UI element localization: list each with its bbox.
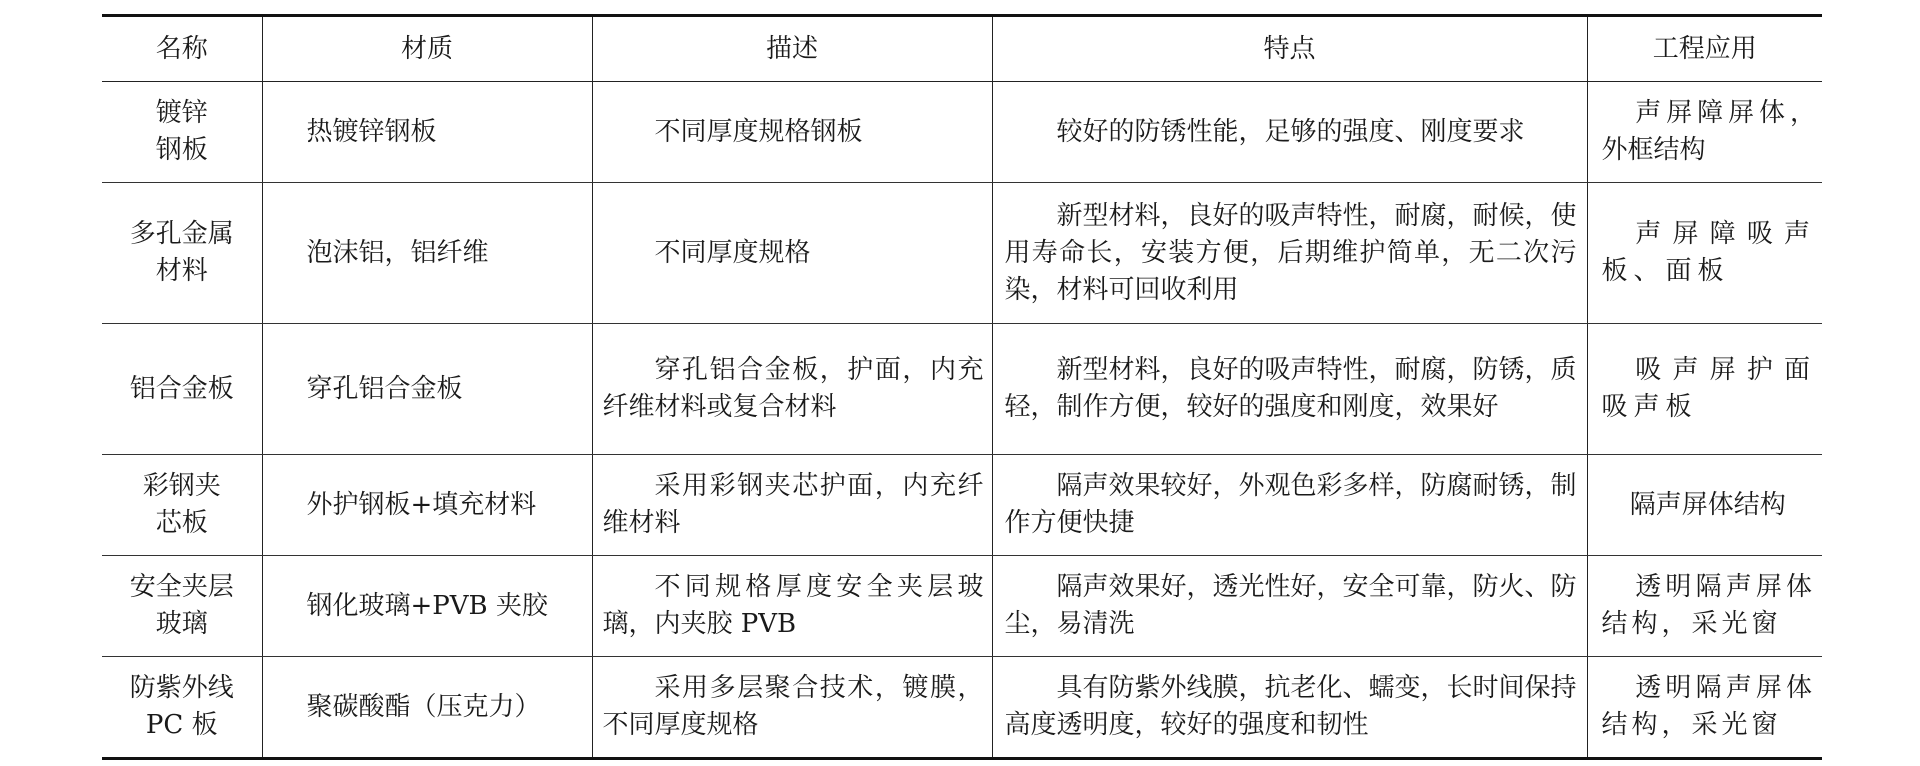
table-row <box>102 455 1822 556</box>
cell-features: 新型材料，良好的吸声特性，耐腐，防锈，质轻，制作方便，较好的强度和刚度，效果好 <box>992 324 1587 455</box>
table-row <box>102 556 1822 657</box>
header-application: 工程应用 <box>1587 16 1822 82</box>
cell-description: 采用彩钢夹芯护面，内充纤维材料 <box>592 455 992 556</box>
materials-table-container <box>102 14 1822 760</box>
cell-application: 透明隔声屏体结构，采光窗 <box>1587 556 1822 657</box>
cell-application: 声屏障屏体，外框结构 <box>1587 82 1822 183</box>
materials-table <box>102 14 1822 760</box>
header-features: 特点 <box>992 16 1587 82</box>
cell-name: 防紫外线PC 板 <box>102 657 262 759</box>
cell-material: 钢化玻璃+PVB 夹胶 <box>262 556 592 657</box>
cell-name: 多孔金属材料 <box>102 183 262 324</box>
table-header-row <box>102 16 1822 82</box>
cell-features: 具有防紫外线膜，抗老化、蠕变，长时间保持高度透明度，较好的强度和韧性 <box>992 657 1587 759</box>
cell-name: 铝合金板 <box>102 324 262 455</box>
cell-application: 透明隔声屏体结构，采光窗 <box>1587 657 1822 759</box>
cell-application: 隔声屏体结构 <box>1587 455 1822 556</box>
cell-features: 隔声效果较好，外观色彩多样，防腐耐锈，制作方便快捷 <box>992 455 1587 556</box>
cell-description: 穿孔铝合金板，护面，内充纤维材料或复合材料 <box>592 324 992 455</box>
cell-material: 热镀锌钢板 <box>262 82 592 183</box>
table-row <box>102 82 1822 183</box>
table-row <box>102 657 1822 759</box>
cell-description: 不同厚度规格钢板 <box>592 82 992 183</box>
cell-description: 不同厚度规格 <box>592 183 992 324</box>
cell-application: 吸声屏护面吸声板 <box>1587 324 1822 455</box>
header-material: 材质 <box>262 16 592 82</box>
cell-features: 较好的防锈性能，足够的强度、刚度要求 <box>992 82 1587 183</box>
cell-features: 隔声效果好，透光性好，安全可靠，防火、防尘，易清洗 <box>992 556 1587 657</box>
cell-application: 声屏障吸声板、面板 <box>1587 183 1822 324</box>
cell-name: 彩钢夹芯板 <box>102 455 262 556</box>
cell-material: 泡沫铝，铝纤维 <box>262 183 592 324</box>
cell-material: 穿孔铝合金板 <box>262 324 592 455</box>
cell-name: 安全夹层玻璃 <box>102 556 262 657</box>
table-row <box>102 183 1822 324</box>
table-row <box>102 324 1822 455</box>
cell-material: 聚碳酸酯（压克力） <box>262 657 592 759</box>
header-description: 描述 <box>592 16 992 82</box>
cell-description: 不同规格厚度安全夹层玻璃，内夹胶 PVB <box>592 556 992 657</box>
cell-features: 新型材料，良好的吸声特性，耐腐，耐候，使用寿命长，安装方便，后期维护简单，无二次污染，材料可回收利用 <box>992 183 1587 324</box>
header-name: 名称 <box>102 16 262 82</box>
cell-material: 外护钢板+填充材料 <box>262 455 592 556</box>
cell-name: 镀锌钢板 <box>102 82 262 183</box>
cell-description: 采用多层聚合技术，镀膜，不同厚度规格 <box>592 657 992 759</box>
